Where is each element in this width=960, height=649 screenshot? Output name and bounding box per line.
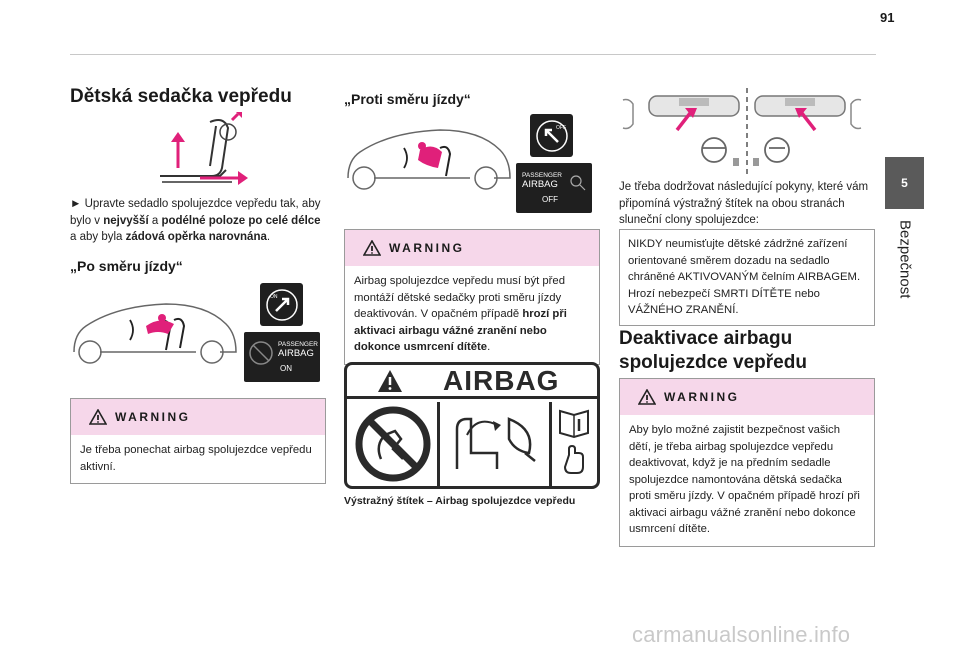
label-caption: Výstražný štítek – Airbag spolujezdce vepředu <box>344 495 576 507</box>
passenger-airbag-on-badge <box>244 332 320 382</box>
warning-deactivation-label: WARNING <box>664 390 740 404</box>
warning-deactivation-text: Aby bylo možné zajistit bezpečnost vašich dětí, je třeba airbag spolujezdce vepředu deaktivovat, když je na předním sedadle spolujezdce namontována dětská sedačka proti směru jízdy. V opačném případě hrozí při aktivaci airbagu vážné zranění nebo dokonce usmrcení dítěte. <box>629 424 860 535</box>
warning-forward-label: WARNING <box>115 410 191 424</box>
warning-triangle-icon <box>363 240 381 256</box>
prohibited-rear-seat-icon <box>353 405 433 483</box>
page-number: 91 <box>880 10 895 25</box>
seat-adjust-instruction: ► Upravte sedadlo spolujezdce vepředu tak, aby bylo v nejvyšší a podélné poloze po celé délce a aby byla zádová opěrka narovnána. <box>70 198 321 243</box>
watermark: carmanualsonline.info <box>632 622 851 647</box>
airbag-switch-on-badge <box>260 283 303 326</box>
svg-text:OFF: OFF <box>555 124 566 131</box>
warning-rear-label: WARNING <box>389 241 465 255</box>
chapter-tab[interactable] <box>885 157 924 209</box>
warning-rear-box <box>344 229 600 365</box>
badge-off-state: OFF <box>542 195 558 204</box>
seat-adjust-illustration <box>140 112 262 190</box>
sun-visor-illustration <box>619 78 875 174</box>
manual-info-icon <box>557 407 593 485</box>
warning-triangle-icon <box>638 389 656 405</box>
car-forward-illustration <box>70 296 240 376</box>
section-title-deactivation: Deaktivace airbagu spolujezdce vepředu <box>619 328 807 373</box>
passenger-airbag-off-badge <box>516 163 592 213</box>
airbag-deploy-seat-icon <box>447 409 543 481</box>
section-title-front-seat: Dětská sedačka vepředu <box>70 86 292 107</box>
rear-facing-title: „Proti směru jízdy“ <box>344 91 471 107</box>
airbag-deploy-icon <box>568 173 588 193</box>
warning-deactivation-header <box>620 379 874 415</box>
badge-off-line1: PASSENGER <box>522 172 562 179</box>
badge-on-line2: AIRBAG <box>278 348 314 359</box>
chapter-title: Bezpečnost <box>896 220 914 299</box>
warning-triangle-icon <box>377 369 403 393</box>
forward-facing-title: „Po směru jízdy“ <box>70 258 183 274</box>
warning-deactivation-box <box>619 378 875 547</box>
warning-forward-header <box>71 399 325 435</box>
car-rear-illustration <box>344 122 512 202</box>
badge-on-state: ON <box>280 364 292 373</box>
chapter-number: 5 <box>901 176 908 190</box>
visor-intro-text: Je třeba dodržovat následující pokyny, které vám připomíná výstražný štítek na obou stranách sluneční clony spolujezdce: <box>619 181 869 226</box>
visor-notice-box: NIKDY neumisťujte dětské zádržné zařízení orientované směrem dozadu na sedadlo chráněné AKTIVOVANÝM čelním AIRBAGEM. Hrozí nebezpečí SMRTI DÍTĚTE nebo VÁŽNÉHO ZRANĚNÍ. <box>619 229 875 326</box>
badge-on-line1: PASSENGER <box>278 341 318 348</box>
warning-forward-box <box>70 398 326 484</box>
airbag-label-header <box>347 365 597 399</box>
warning-rear-text: Airbag spolujezdce vepředu musí být před montáží dětské sedačky proti směru jízdy deaktivován. V opačném případě hrozí při aktivaci airbagu vážné zranění nebo dokonce usmrcení dítěte. <box>354 275 567 353</box>
no-child-seat-icon <box>248 340 274 366</box>
warning-forward-text: Je třeba ponechat airbag spolujezdce vepředu aktivní. <box>80 444 312 473</box>
header-divider <box>70 54 876 55</box>
airbag-switch-off-badge <box>530 114 573 157</box>
warning-rear-header <box>345 230 599 266</box>
svg-text:ON: ON <box>269 293 277 300</box>
airbag-switch-icon <box>534 118 570 154</box>
airbag-label-text: AIRBAG <box>443 364 560 396</box>
warning-triangle-icon <box>89 409 107 425</box>
airbag-warning-label-card <box>344 362 600 489</box>
airbag-switch-icon <box>264 287 300 323</box>
badge-off-line2: AIRBAG <box>522 179 558 190</box>
